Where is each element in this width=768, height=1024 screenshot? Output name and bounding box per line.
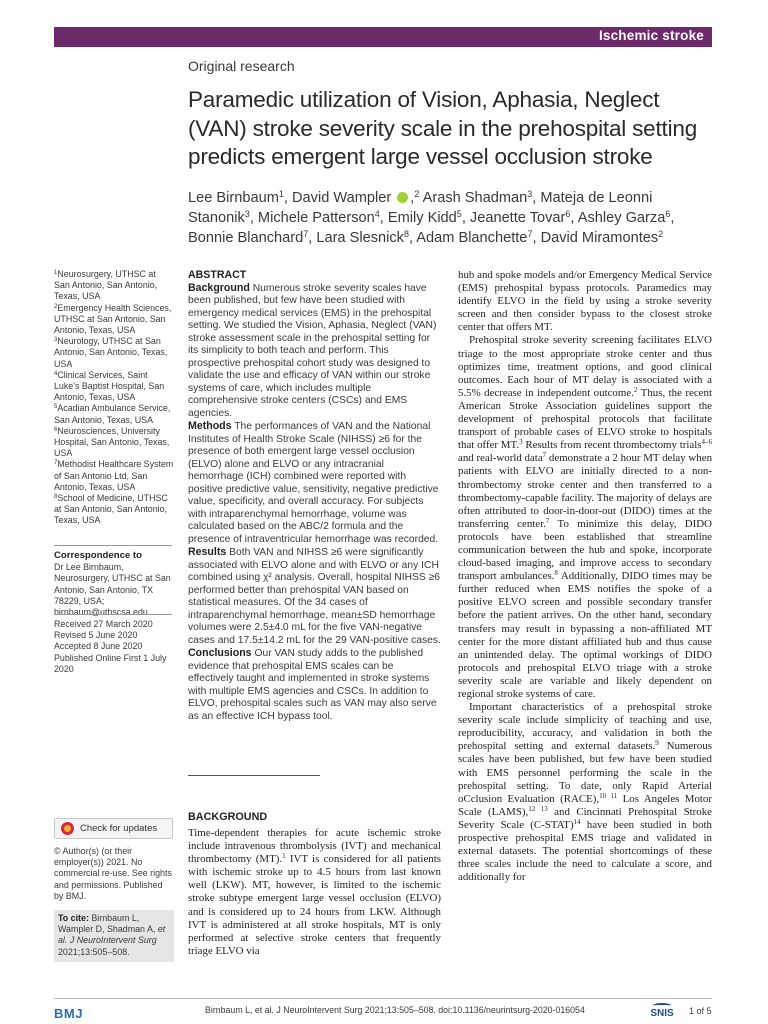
section-label: Ischemic stroke — [598, 28, 704, 43]
check-updates-label: Check for updates — [80, 823, 158, 834]
divider — [188, 775, 320, 776]
background-heading: BACKGROUND — [188, 811, 268, 823]
ref-link[interactable]: 1 — [282, 852, 286, 861]
ref-link[interactable]: 2 — [633, 385, 638, 394]
abstract — [188, 269, 441, 723]
affiliation-item: $^5$Acadian Ambulance Service, San Antonio, Texas, USA — [54, 403, 171, 425]
bmj-logo[interactable]: BMJ — [54, 1006, 83, 1021]
paragraph: hub and spoke models and/or Emergency Medical Service (EMS) prehospital bypass protocols. Paramedics may identify ELVO in the field by using a stroke severity screen and then consider bypass to the closest stroke center that offers MT. — [458, 269, 712, 334]
author-name[interactable]: Lara Slesnick — [316, 230, 404, 246]
article-title: Paramedic utilization of Vision, Aphasia, Neglect (VAN) stroke severity scale in the prehospital setting predicts emergent large vessel occlusion stroke — [188, 87, 698, 169]
correspondence — [54, 550, 174, 618]
snis-logo — [646, 1003, 678, 1019]
author-list: Lee Birnbaum$^1$, David Wampler ,$^2$ Arash Shadman$^3$, Mateja de Leonni Stanonik$^3$, Michele Patterson$^4$, Emily Kidd$^5$, Jeanette Tovar$^6$, Ashley Garza$^6$, Bonnie Blanchard$^7$, Lara Slesnick$^8$, Adam Blanchette$^7$, David Miramontes$^2$ — [188, 189, 675, 246]
citation-box — [54, 910, 174, 962]
author-name[interactable]: Jeanette Tovar — [469, 210, 566, 226]
author-name[interactable]: Adam Blanchette — [416, 230, 528, 246]
author-name[interactable]: Ashley Garza — [577, 210, 666, 226]
publication-dates — [54, 619, 174, 675]
ref-link[interactable]: 7 — [542, 451, 547, 460]
received-date: Received 27 March 2020 — [54, 619, 153, 629]
affiliation-item: $^6$Neurosciences, University Hospital, San Antonio, Texas, USA — [54, 425, 170, 459]
ref-link[interactable]: 14 — [573, 817, 581, 826]
section-banner — [54, 27, 712, 47]
divider — [54, 614, 172, 615]
affiliation-item: $^1$Neurosurgery, UTHSC at San Antonio, San Antonio, Texas, USA — [54, 269, 158, 302]
author-name[interactable]: Michele Patterson — [257, 210, 375, 226]
ref-link[interactable]: 8 — [554, 569, 558, 578]
affiliation-item: $^8$School of Medicine, UTHSC at San Antonio, San Antonio, Texas, USA — [54, 493, 168, 526]
affiliation-item: $^2$Emergency Health Sciences, UTHSC at San Antonio, San Antonio, Texas, USA — [54, 302, 172, 336]
ref-link[interactable]: 9 — [655, 739, 659, 748]
orcid-icon[interactable] — [397, 192, 408, 203]
ref-link[interactable]: 12 13 — [528, 804, 548, 813]
cite-details: 2021;13:505–508. — [58, 946, 130, 957]
ref-link[interactable]: 4–6 — [701, 438, 712, 447]
body-right-column — [458, 269, 712, 884]
ref-link[interactable]: 10 11 — [599, 791, 618, 800]
correspondence-heading: Correspondence to — [54, 550, 142, 561]
abstract-heading: ABSTRACT — [188, 269, 247, 281]
author-name[interactable]: Arash Shadman — [422, 190, 528, 206]
published-date: Published Online First 1 July 2020 — [54, 652, 167, 674]
footer-divider — [54, 998, 712, 999]
abstract-results: Results Both VAN and NIHSS ≥6 were significantly associated with ELVO alone and with ELVO or any ICH combined using χ² analysis. Overall, hospital NIHSS ≥6 performed better than prehospital VAN based on statistical measures. Of the 34 cases of intraparenchymal hemorrhage, mean±SD hemorrhage volumes were 2.5±4.0 mL for the five VAN-negative cases and 17.5±14.2 mL for the 29 VAN-positive cases. — [188, 546, 441, 646]
author-name[interactable]: Emily Kidd — [387, 210, 457, 226]
cite-label: To cite: — [58, 913, 89, 923]
author-name[interactable]: Bonnie Blanchard — [188, 230, 304, 246]
accepted-date: Accepted 8 June 2020 — [54, 641, 143, 652]
abstract-background: Background Numerous stroke severity scales have been published, but few have been studied with emergency medical services (EMS) in the prehospital setting. We studied the Vision, Aphasia, Neglect (VAN) stroke assessment scale in the prehospital setting for its simplicity to both teach and perform. This prospective prehospital cohort study was designed to validate the use and efficacy of VAN within our stroke systems of care, which includes multiple comprehensive stroke centers (CSCs) and EMS agencies. — [188, 281, 437, 419]
affiliations — [54, 269, 174, 527]
affiliation-item: $^4$Clinical Services, Saint Luke's Baptist Hospital, San Antonio, Texas, USA — [54, 369, 165, 403]
revised-date: Revised 5 June 2020 — [54, 630, 138, 641]
abstract-methods: Methods The performances of VAN and the National Institutes of Health Stroke Scale (NIHSS) ≥6 for the presence of both emergent large vessel occlusion (ELVO) alone and ELVO or any intracranial hemorrhage (ICH) combined were reported with positive predictive value, sensitivity, negative predictive value, specificity, and overall accuracy. For subjects with intraparenchymal hemorrhage, volume was calculated based on the ABC/2 formula and the presence of intraventricular hemorrhage was recorded. — [188, 420, 439, 545]
background-text: Time-dependent therapies for acute ischemic stroke include intravenous thrombolysis (IVT) and mechanical thrombectomy (MT).$^1$ IVT is considered for all patients with ischemic stroke up to 4.5 hours from last known well (LKW). MT, however, is limited to the ischemic stroke subtype emergent large vessel occlusion (ELVO) and is considered up to 24 hours from LKW. Although IVT is administered at all stroke hospitals, MT is only performed at selective stroke centers that frequently triage ELVO via — [188, 827, 441, 957]
footer-citation: Birnbaum L, et al. J NeuroIntervent Surg 2021;13:505–508. doi:10.1136/neurintsurg-2020-016054 — [205, 1005, 585, 1015]
page-number: 1 of 5 — [689, 1006, 712, 1016]
affiliation-item: $^3$Neurology, UTHSC at San Antonio, San Antonio, Texas, USA — [54, 336, 168, 369]
author-name[interactable]: David Wampler — [292, 190, 392, 206]
ref-link[interactable]: 7 — [545, 516, 550, 525]
author-name[interactable]: Mateja de Leonni Stanonik — [188, 190, 653, 226]
author-name[interactable]: David Miramontes — [540, 230, 659, 246]
crossmark-icon — [61, 822, 74, 835]
copyright-notice: © Author(s) (or their employer(s)) 2021. No commercial re-use. See rights and permissions. Published by BMJ. — [54, 846, 172, 901]
divider — [54, 545, 172, 546]
check-for-updates-button[interactable] — [54, 818, 173, 839]
affiliation-item: $^7$Methodist Healthcare System of San Antonio Ltd, San Antonio, Texas, USA — [54, 459, 174, 492]
ref-link[interactable]: 3 — [519, 438, 523, 447]
cite-authors: Birnbaum L, Wampler D, Shadman A, — [58, 913, 158, 935]
article-type: Original research — [188, 58, 295, 74]
correspondence-text[interactable]: Dr Lee Birnbaum, Neurosurgery, UTHSC at San Antonio, San Antonio, TX 78229, USA; birnbaum@uthscsa.edu — [54, 562, 171, 618]
abstract-conclusions: Conclusions Our VAN study adds to the published evidence that prehospital EMS scales can be effectively taught and implemented in stroke systems with multiple EMS agencies and CSCs. In addition to ELVO, prehospital scales such as VAN may also serve as an effective ICH bypass tool. — [188, 647, 437, 722]
cite-etal: et al. — [58, 924, 166, 946]
author-name[interactable]: Lee Birnbaum — [188, 190, 279, 206]
snis-label: SNIS — [650, 1008, 674, 1019]
paragraph: Prehospital stroke severity screening facilitates ELVO triage to the most appropriate stroke center and thus optimizes time, treatment options, and good clinical outcomes. Each hour of MT delay is associated with a 5.5% decrease in independent outcome.$^2$ Thus, the recent American Stroke Association guidelines support the development of prehospital protocols that facilitate transport of probable cases of ELVO stroke to hospitals that offer MT.$^3$ Results from recent thrombectomy trials$^{4-6}$ and real-world data$^7$ demonstrate a 2 hour MT delay when patients with ELVO are initially directed to a non-thrombectomy stroke center and then transferred to a thrombectomy-capable facility. The majority of delays are often attributed to door-in-door-out (DIDO) times at the transferring center.$^7$ To minimize this delay, DIDO protocols have been established that streamline communication between the hub and spoke, incorporate cloud-based imaging, and improve access to secondary transport ambulances.$^8$ Additionally, DIDO times may be further reduced when EMS notifies the spoke of a positive ELVO screen and possible secondary transfer before the patient arrives. On the other hand, secondary transfers may result in bypassing a non-affiliated MT center for the more distant affiliated hub and thus cause an unintended delay. The optimal workings of DIDO protocols and prehospital ELVO triage with a stroke severity scale are variable and likely dependent on regional stroke systems of care. — [458, 334, 713, 700]
paragraph: Important characteristics of a prehospital stroke severity scale include simplicity of teaching and use, reproducibility, accuracy, and validation in both the prehospital setting and external datasets.$^9$ Numerous scales have been published, but few have been studied with EMS personnel performing the scale in the prehospital setting. To date, only Rapid Arterial oCclusion Evaluation (RACE),$^{10 11}$ Los Angeles Motor Scale (LAMS),$^{12 13}$ and Cincinnati Prehospital Stroke Severity Scale (C-STAT)$^{14}$ have been studied in both prospective prehospital EMS triage and validated in external datasets. The potential shortcomings of these three scales include the need to calculate a score, and additionally for — [458, 701, 713, 884]
cite-journal: J NeuroIntervent Surg — [69, 935, 157, 946]
